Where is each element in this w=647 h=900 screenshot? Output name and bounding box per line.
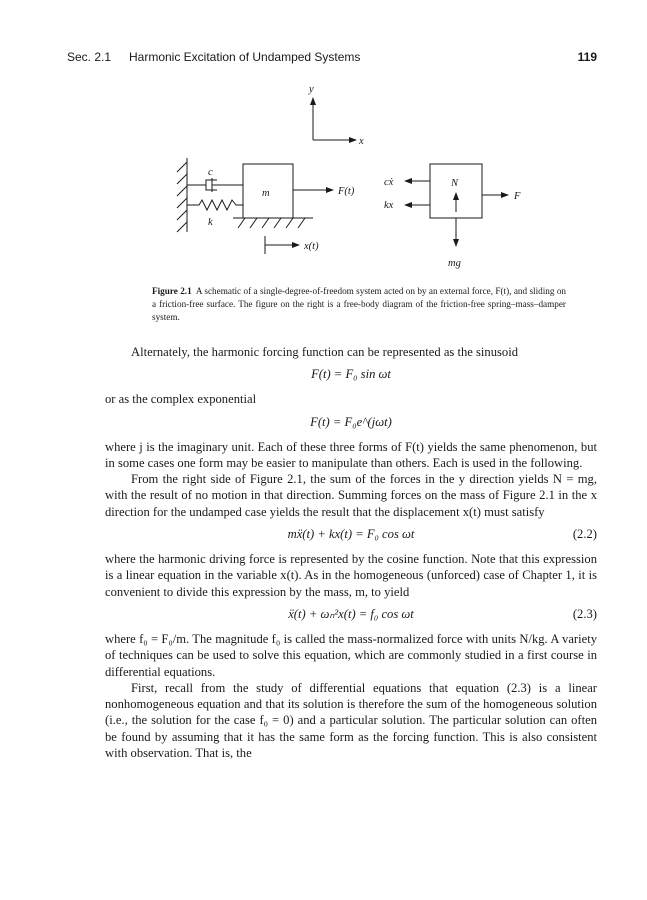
ground-hatching bbox=[238, 218, 305, 228]
section-number: Sec. 2.1 bbox=[67, 50, 112, 64]
fbd-weight-label: mg bbox=[448, 258, 461, 269]
fbd-spring-label: kx bbox=[384, 200, 394, 211]
equation-number: (2.3) bbox=[572, 606, 597, 621]
paragraph: where f₀ = F₀/m. The magnitude f₀ is called the mass-normalized force with units N/kg. A variety of techniques can be used to solve this equation, which are commonly studied in a first course in differential equations. bbox=[105, 631, 597, 679]
figure-2-1-diagram bbox=[0, 0, 647, 285]
equation-2-3: ẍ(t) + ωₙ²x(t) = f₀ cos ωt (2.3) bbox=[288, 606, 597, 621]
paragraph: or as the complex exponential bbox=[105, 392, 257, 407]
paragraph: Alternately, the harmonic forcing function can be represented as the sinusoid bbox=[131, 345, 519, 359]
y-axis-label: y bbox=[309, 84, 314, 95]
force-label: F(t) bbox=[338, 186, 355, 197]
damper-label: c bbox=[208, 167, 213, 178]
paragraph: First, recall from the study of differential equations that equation (2.3) is a linear nonhomogeneous equation and that its solution is therefore the sum of the homogeneous solution (i.e., the solution for the case f₀ = 0) and a particular solution. The particular solution can often be found by assuming that it has the same form as the forcing function. This is also consistent with observation. That is, the bbox=[105, 680, 597, 761]
x-axis-label: x bbox=[359, 136, 364, 147]
damper bbox=[187, 178, 243, 192]
equation-number: (2.2) bbox=[572, 527, 597, 542]
section-title: Harmonic Excitation of Undamped Systems bbox=[129, 50, 361, 64]
equation-complex-exponential: F(t) = F₀e^(jωt) bbox=[310, 414, 392, 429]
body-text bbox=[105, 344, 597, 761]
figure-caption bbox=[152, 285, 566, 324]
fbd-force-label: F bbox=[514, 191, 521, 202]
equation-2-2: mẍ(t) + kx(t) = F₀ cos ωt (2.2) bbox=[287, 527, 597, 542]
fbd-normal-label: N bbox=[451, 178, 459, 189]
wall-hatching bbox=[177, 162, 187, 232]
caption-text: A schematic of a single-degree-of-freedom system acted on by an external force, F(t), and sliding on a friction-free surface. The figure on the right is a free-body diagram of the friction-free spring–mass–damper system. bbox=[152, 286, 567, 322]
fbd-damping-label: cẋ bbox=[384, 177, 394, 188]
equation-sinusoid: F(t) = F₀ sin ωt bbox=[311, 367, 391, 382]
caption-label: Figure 2.1 bbox=[152, 286, 192, 296]
displacement-label: x(t) bbox=[304, 241, 319, 252]
mass-label: m bbox=[262, 188, 270, 199]
spring-label: k bbox=[208, 217, 213, 228]
page-number: 119 bbox=[577, 50, 597, 64]
paragraph: where the harmonic driving force is represented by the cosine function. Note that this expression is a linear equation in the variable x(t). As in the homogeneous (unforced) case of Chapter 1, it is convenient to divide this expression by the mass, m, to yield bbox=[105, 552, 597, 599]
spring bbox=[187, 200, 243, 210]
paragraph: where j is the imaginary unit. Each of these three forms of F(t) yields the same phenomenon, but in some cases one form may be easier to manipulate than others. Each is used in the following. bbox=[105, 439, 597, 470]
paragraph: From the right side of Figure 2.1, the sum of the forces in the y direction yields N = mg, with the result of no motion in that direction. Summing forces on the mass of Figure 2.1 in the x direction for the undamped case yields the result that the displacement x(t) must satisfy bbox=[105, 472, 597, 519]
